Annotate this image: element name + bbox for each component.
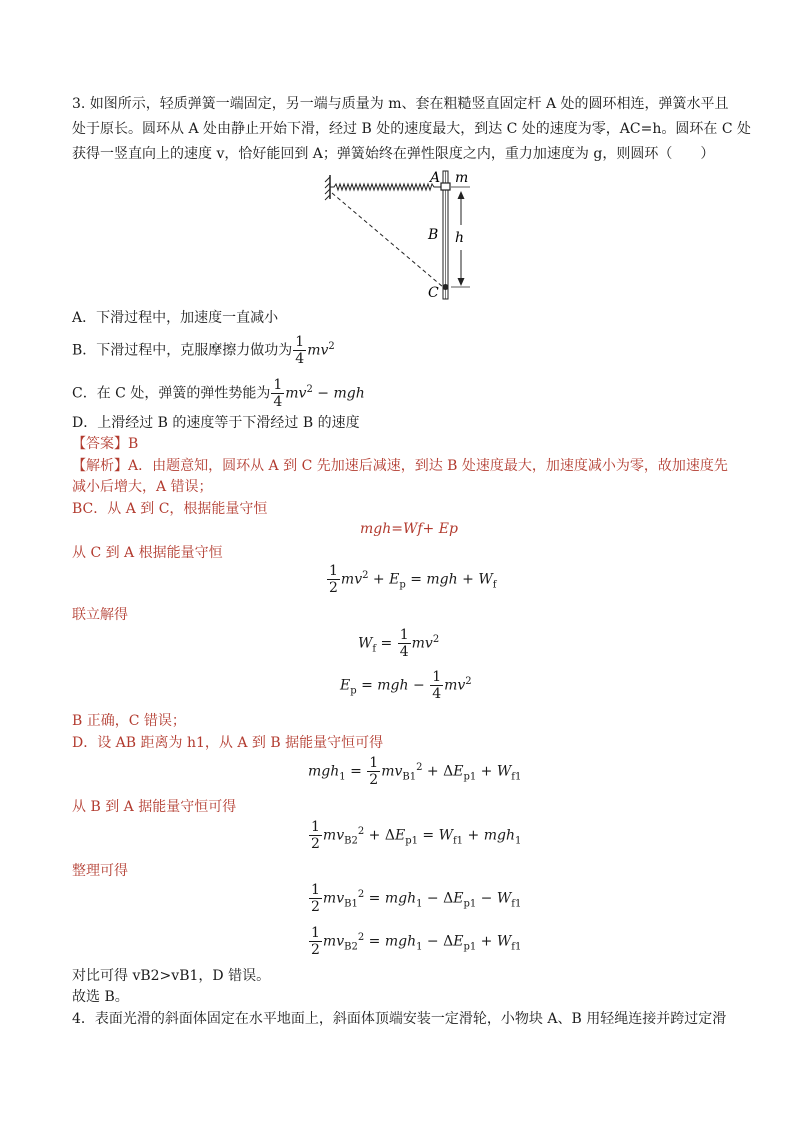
equation-1: mgh=Wf+ Ep xyxy=(360,521,458,537)
b-correct: B 正确，C 错误； xyxy=(72,713,186,729)
spring-ring-figure xyxy=(318,165,478,303)
q4-stem-line1: 4．表面光滑的斜面体固定在水平地面上，斜面体顶端安装一定滑轮，小物块 A、B 用轻绳连接并跨过定滑 xyxy=(72,1011,727,1027)
option-b-text: B．下滑过程中，克服摩擦力做功为 xyxy=(72,342,293,359)
b-to-a: 从 B 到 A 据能量守恒可得 xyxy=(72,799,237,815)
option-d: D．上滑经过 B 的速度等于下滑经过 B 的速度 xyxy=(72,415,360,431)
label-B: B xyxy=(428,227,439,243)
equation-ep: $E_p$ = mgh − $\frac{1}{4}$ $mv^2$ xyxy=(340,669,472,702)
bc-intro: BC．从 A 到 C，根据能量守恒 xyxy=(72,501,268,517)
analysis-line1: 【解析】A．由题意知，圆环从 A 到 C 先加速后减速，到达 B 处速度最大，加速度减小为零，故加速度先 xyxy=(72,458,728,474)
fraction: $\frac{1}{4}$ xyxy=(295,334,305,368)
answer-label: 【答案】B xyxy=(72,436,139,452)
label-C: C xyxy=(428,285,439,301)
analysis-line2: 减小后增大，A 错误； xyxy=(72,479,213,495)
q3-stem-line3: 获得一竖直向上的速度 v，恰好能回到 A；弹簧始终在弹性限度之内，重力加速度为 g，则圆环（ ） xyxy=(72,146,715,162)
d-intro: D．设 AB 距离为 h1，从 A 到 B 据能量守恒可得 xyxy=(72,735,384,751)
equation-6: $\frac{1}{2}$ $mv_{B2}^2 = mgh_1 - \Delta E_{p1} + W_{f1}$ xyxy=(311,925,522,958)
choose: 故选 B。 xyxy=(72,989,129,1005)
option-c: C．在 C 处，弹簧的弹性势能为 $\frac{1}{4}$ $mv^2$ − mgh xyxy=(72,377,365,411)
c-to-a: 从 C 到 A 根据能量守恒 xyxy=(72,545,223,561)
option-a: A．下滑过程中，加速度一直减小 xyxy=(72,310,279,326)
fraction: $\frac{1}{4}$ xyxy=(273,377,283,411)
label-m: m xyxy=(455,170,469,186)
solve: 联立解得 xyxy=(72,607,128,623)
option-c-text: C．在 C 处，弹簧的弹性势能为 xyxy=(72,385,271,402)
arrange: 整理可得 xyxy=(72,863,128,879)
option-b: B．下滑过程中，克服摩擦力做功为 $\frac{1}{4}$ $mv^2$ xyxy=(72,334,335,368)
spring xyxy=(330,184,442,190)
compare: 对比可得 vB2>vB1，D 错误。 xyxy=(72,968,271,984)
equation-3: mgh$_1$ = $\frac{1}{2}$ $mv_{B1}^2 + \Delta E_{p1} + W_{f1}$ xyxy=(308,755,522,788)
equation-5: $\frac{1}{2}$ $mv_{B1}^2 = mgh_1 - \Delta E_{p1} - W_{f1}$ xyxy=(311,882,522,915)
equation-4: $\frac{1}{2}$ $mv_{B2}^2 + \Delta E_{p1} = W_{f1} + mgh_1$ xyxy=(311,819,522,852)
q3-stem-line1: 3. 如图所示，轻质弹簧一端固定，另一端与质量为 m、套在粗糙竖直固定杆 A 处的圆环相连，弹簧水平且 xyxy=(72,96,729,112)
equation-2: $\frac{1}{2}$ $mv^2 + E_p$ = mgh + $W_f$ xyxy=(329,563,497,596)
label-h: h xyxy=(455,230,465,246)
q3-stem-line2: 处于原长。圆环从 A 处由静止开始下滑，经过 B 处的速度最大，到达 C 处的速度为零，AC=h。圆环在 C 处 xyxy=(72,121,751,137)
label-A: A xyxy=(430,170,441,186)
equation-wf: $W_f$ = $\frac{1}{4}$ $mv^2$ xyxy=(358,627,440,660)
